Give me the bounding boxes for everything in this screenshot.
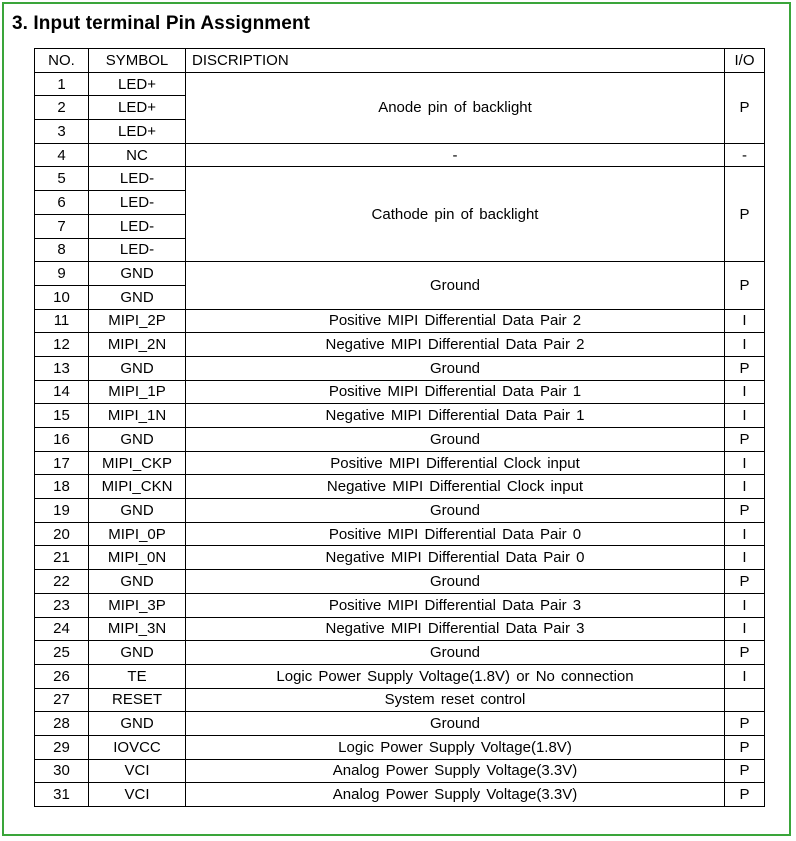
- pin-number: 17: [35, 451, 89, 475]
- pin-number: 24: [35, 617, 89, 641]
- pin-io-type: I: [725, 475, 765, 499]
- pin-number: 18: [35, 475, 89, 499]
- table-row: [35, 735, 765, 759]
- pin-number: 5: [35, 167, 89, 191]
- pin-number: 3: [35, 120, 89, 144]
- table-row: [35, 72, 765, 96]
- table-row: [35, 688, 765, 712]
- pin-number: 9: [35, 262, 89, 286]
- pin-number: 23: [35, 593, 89, 617]
- header-description: DISCRIPTION: [186, 49, 725, 73]
- table-row: [35, 262, 765, 286]
- pin-description: Negative MIPI Differential Data Pair 2: [186, 333, 725, 357]
- pin-number: 21: [35, 546, 89, 570]
- pin-number: 25: [35, 641, 89, 665]
- pin-number: 7: [35, 214, 89, 238]
- pin-io-type: I: [725, 333, 765, 357]
- pin-io-type: P: [725, 72, 765, 143]
- pin-io-type: P: [725, 759, 765, 783]
- pin-symbol: MIPI_2N: [89, 333, 186, 357]
- table-row: [35, 309, 765, 333]
- pin-description: Logic Power Supply Voltage(1.8V) or No connection: [186, 664, 725, 688]
- pin-assignment-table: [34, 48, 765, 807]
- pin-symbol: VCI: [89, 783, 186, 807]
- pin-symbol: MIPI_0P: [89, 522, 186, 546]
- pin-description: Ground: [186, 499, 725, 523]
- pin-io-type: [725, 688, 765, 712]
- pin-number: 6: [35, 191, 89, 215]
- table-row: [35, 712, 765, 736]
- pin-symbol: MIPI_1P: [89, 380, 186, 404]
- pin-symbol: MIPI_CKP: [89, 451, 186, 475]
- pin-number: 22: [35, 570, 89, 594]
- pin-symbol: GND: [89, 428, 186, 452]
- pin-description: Logic Power Supply Voltage(1.8V): [186, 735, 725, 759]
- pin-description: Analog Power Supply Voltage(3.3V): [186, 759, 725, 783]
- pin-number: 16: [35, 428, 89, 452]
- pin-io-type: P: [725, 570, 765, 594]
- table-row: [35, 333, 765, 357]
- pin-io-type: P: [725, 499, 765, 523]
- pin-number: 13: [35, 356, 89, 380]
- pin-description: Ground: [186, 356, 725, 380]
- pin-description: Positive MIPI Differential Data Pair 1: [186, 380, 725, 404]
- pin-symbol: MIPI_CKN: [89, 475, 186, 499]
- pin-description: Positive MIPI Differential Data Pair 0: [186, 522, 725, 546]
- pin-description: Positive MIPI Differential Data Pair 3: [186, 593, 725, 617]
- pin-description: Ground: [186, 712, 725, 736]
- pin-symbol: GND: [89, 499, 186, 523]
- pin-io-type: I: [725, 546, 765, 570]
- table-row: [35, 404, 765, 428]
- pin-io-type: P: [725, 641, 765, 665]
- pin-number: 26: [35, 664, 89, 688]
- table-row: [35, 593, 765, 617]
- pin-number: 12: [35, 333, 89, 357]
- pin-io-type: I: [725, 404, 765, 428]
- pin-description: Ground: [186, 570, 725, 594]
- pin-description: Negative MIPI Differential Data Pair 0: [186, 546, 725, 570]
- pin-description: Negative MIPI Differential Clock input: [186, 475, 725, 499]
- pin-description: Negative MIPI Differential Data Pair 3: [186, 617, 725, 641]
- table-row: [35, 428, 765, 452]
- pin-io-type: P: [725, 735, 765, 759]
- table-row: [35, 546, 765, 570]
- pin-description: Cathode pin of backlight: [186, 167, 725, 262]
- pin-io-type: I: [725, 522, 765, 546]
- pin-io-type: P: [725, 712, 765, 736]
- pin-symbol: MIPI_3P: [89, 593, 186, 617]
- pin-io-type: P: [725, 428, 765, 452]
- pin-symbol: GND: [89, 262, 186, 286]
- table-row: [35, 380, 765, 404]
- table-row: [35, 641, 765, 665]
- pin-description: Negative MIPI Differential Data Pair 1: [186, 404, 725, 428]
- pin-io-type: P: [725, 783, 765, 807]
- pin-io-type: P: [725, 356, 765, 380]
- pin-number: 11: [35, 309, 89, 333]
- pin-number: 15: [35, 404, 89, 428]
- table-row: [35, 167, 765, 191]
- pin-io-type: I: [725, 380, 765, 404]
- pin-number: 27: [35, 688, 89, 712]
- pin-symbol: LED+: [89, 72, 186, 96]
- pin-symbol: LED-: [89, 167, 186, 191]
- pin-number: 8: [35, 238, 89, 262]
- pin-symbol: MIPI_1N: [89, 404, 186, 428]
- pin-symbol: TE: [89, 664, 186, 688]
- pin-io-type: P: [725, 262, 765, 309]
- pin-number: 20: [35, 522, 89, 546]
- pin-number: 10: [35, 285, 89, 309]
- pin-number: 31: [35, 783, 89, 807]
- pin-symbol: GND: [89, 570, 186, 594]
- pin-number: 30: [35, 759, 89, 783]
- pin-number: 19: [35, 499, 89, 523]
- pin-symbol: VCI: [89, 759, 186, 783]
- table-body: [35, 72, 765, 806]
- pin-symbol: GND: [89, 712, 186, 736]
- pin-symbol: LED+: [89, 96, 186, 120]
- pin-io-type: I: [725, 593, 765, 617]
- pin-symbol: LED-: [89, 191, 186, 215]
- pin-number: 4: [35, 143, 89, 167]
- table-row: [35, 143, 765, 167]
- header-io: I/O: [725, 49, 765, 73]
- pin-symbol: MIPI_0N: [89, 546, 186, 570]
- pin-symbol: NC: [89, 143, 186, 167]
- pin-number: 29: [35, 735, 89, 759]
- pin-symbol: GND: [89, 285, 186, 309]
- table-row: [35, 451, 765, 475]
- pin-symbol: GND: [89, 641, 186, 665]
- table-header-row: [35, 49, 765, 73]
- pin-io-type: P: [725, 167, 765, 262]
- table-row: [35, 522, 765, 546]
- pin-description: Analog Power Supply Voltage(3.3V): [186, 783, 725, 807]
- table-row: [35, 499, 765, 523]
- table-row: [35, 759, 765, 783]
- table-row: [35, 356, 765, 380]
- pin-number: 28: [35, 712, 89, 736]
- pin-io-type: I: [725, 664, 765, 688]
- pin-number: 14: [35, 380, 89, 404]
- pin-number: 1: [35, 72, 89, 96]
- pin-io-type: I: [725, 309, 765, 333]
- pin-number: 2: [35, 96, 89, 120]
- header-no: NO.: [35, 49, 89, 73]
- pin-symbol: IOVCC: [89, 735, 186, 759]
- section-title: 3. Input terminal Pin Assignment: [12, 13, 311, 34]
- pin-symbol: LED-: [89, 238, 186, 262]
- pin-symbol: LED-: [89, 214, 186, 238]
- pin-description: Ground: [186, 641, 725, 665]
- table-row: [35, 664, 765, 688]
- pin-symbol: GND: [89, 356, 186, 380]
- pin-description: -: [186, 143, 725, 167]
- pin-symbol: MIPI_2P: [89, 309, 186, 333]
- table-row: [35, 783, 765, 807]
- pin-symbol: MIPI_3N: [89, 617, 186, 641]
- pin-io-type: I: [725, 451, 765, 475]
- pin-description: System reset control: [186, 688, 725, 712]
- pin-description: Positive MIPI Differential Data Pair 2: [186, 309, 725, 333]
- pin-io-type: I: [725, 617, 765, 641]
- pin-io-type: -: [725, 143, 765, 167]
- header-symbol: SYMBOL: [89, 49, 186, 73]
- pin-description: Anode pin of backlight: [186, 72, 725, 143]
- table-row: [35, 617, 765, 641]
- pin-symbol: RESET: [89, 688, 186, 712]
- table-row: [35, 475, 765, 499]
- pin-description: Ground: [186, 262, 725, 309]
- pin-symbol: LED+: [89, 120, 186, 144]
- pin-description: Ground: [186, 428, 725, 452]
- pin-description: Positive MIPI Differential Clock input: [186, 451, 725, 475]
- table-row: [35, 570, 765, 594]
